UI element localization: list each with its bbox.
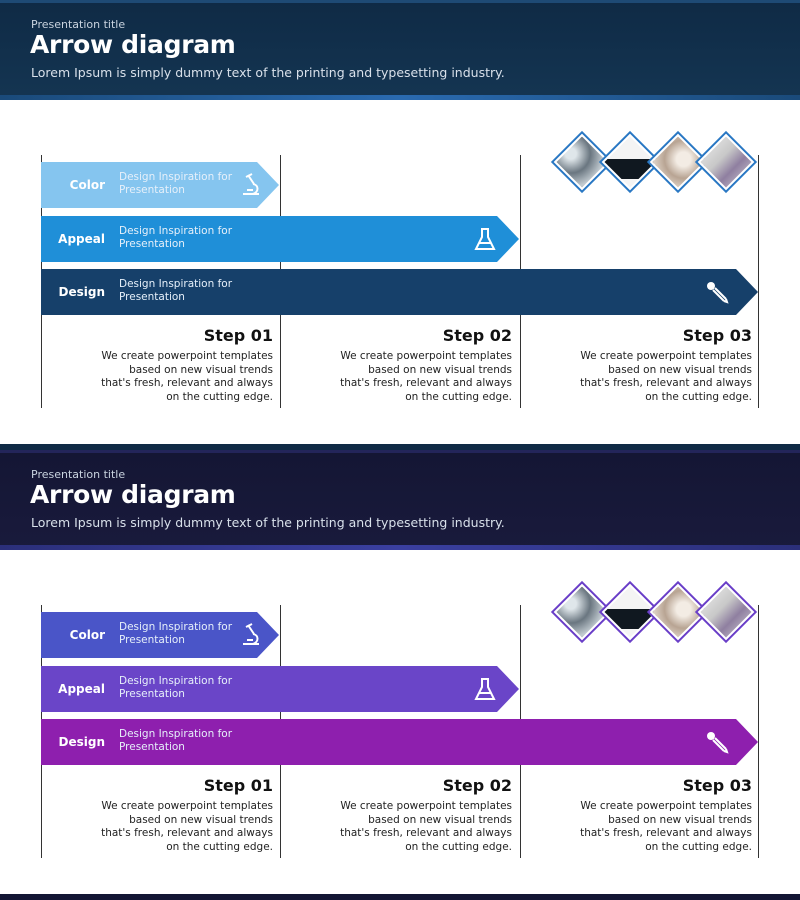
photo-thumbnails — [556, 588, 756, 638]
slide-title: Arrow diagram — [30, 30, 236, 59]
flask-icon — [471, 675, 499, 703]
row-label: Color — [69, 178, 105, 192]
row-description: Design Inspiration for Presentation — [119, 225, 233, 250]
step-description: We create powerpoint templates based on new visual trends that's fresh, relevant and always on the cutting edge. — [101, 350, 273, 403]
arrow-row-color — [41, 162, 279, 208]
divider-line — [758, 605, 759, 858]
row-description: Design Inspiration for Presentation — [119, 171, 233, 196]
step-description: We create powerpoint templates based on new visual trends that's fresh, relevant and always on the cutting edge. — [580, 350, 752, 403]
divider-line — [758, 155, 759, 408]
step-description: We create powerpoint templates based on new visual trends that's fresh, relevant and always on the cutting edge. — [340, 800, 512, 853]
step-3 — [577, 776, 752, 854]
slide-title: Arrow diagram — [30, 480, 236, 509]
dropper-icon — [703, 278, 731, 306]
header-bottom-line — [0, 95, 800, 100]
header-top-line — [0, 450, 800, 453]
step-2 — [337, 776, 512, 854]
arrow-row-design — [41, 719, 758, 765]
slide-subtitle: Lorem Ipsum is simply dummy text of the printing and typesetting industry. — [31, 515, 505, 530]
row-description: Design Inspiration for Presentation — [119, 728, 233, 753]
pipette-photo — [698, 134, 755, 191]
step-description: We create powerpoint templates based on new visual trends that's fresh, relevant and always on the cutting edge. — [340, 350, 512, 403]
presentation-title: Presentation title — [31, 18, 126, 31]
arrow-row-appeal — [41, 666, 519, 712]
step-title: Step 01 — [203, 776, 273, 795]
row-label: Design — [58, 735, 105, 749]
photo-thumbnails — [556, 138, 756, 188]
row-label: Appeal — [58, 682, 105, 696]
microscope-icon — [237, 621, 265, 649]
header-top-line — [0, 0, 800, 3]
row-label: Design — [58, 285, 105, 299]
flask-icon — [471, 225, 499, 253]
step-description: We create powerpoint templates based on new visual trends that's fresh, relevant and always on the cutting edge. — [580, 800, 752, 853]
slide-2 — [0, 450, 800, 900]
step-title: Step 03 — [682, 326, 752, 345]
step-2 — [337, 326, 512, 404]
step-3 — [577, 326, 752, 404]
slide-header — [0, 0, 800, 100]
row-label: Appeal — [58, 232, 105, 246]
step-1 — [98, 326, 273, 404]
step-title: Step 01 — [203, 326, 273, 345]
step-1 — [98, 776, 273, 854]
row-description: Design Inspiration for Presentation — [119, 621, 233, 646]
dropper-icon — [703, 728, 731, 756]
arrow-row-color — [41, 612, 279, 658]
arrow-row-design — [41, 269, 758, 315]
row-description: Design Inspiration for Presentation — [119, 675, 233, 700]
pipette-photo — [698, 584, 755, 641]
slide-footer-bar — [0, 894, 800, 900]
step-title: Step 03 — [682, 776, 752, 795]
arrow-row-appeal — [41, 216, 519, 262]
row-description: Design Inspiration for Presentation — [119, 278, 233, 303]
slide-subtitle: Lorem Ipsum is simply dummy text of the printing and typesetting industry. — [31, 65, 505, 80]
row-label: Color — [69, 628, 105, 642]
slide-header — [0, 450, 800, 550]
step-title: Step 02 — [442, 776, 512, 795]
microscope-icon — [237, 171, 265, 199]
header-bottom-line — [0, 545, 800, 550]
presentation-title: Presentation title — [31, 468, 126, 481]
step-title: Step 02 — [442, 326, 512, 345]
step-description: We create powerpoint templates based on new visual trends that's fresh, relevant and always on the cutting edge. — [101, 800, 273, 853]
